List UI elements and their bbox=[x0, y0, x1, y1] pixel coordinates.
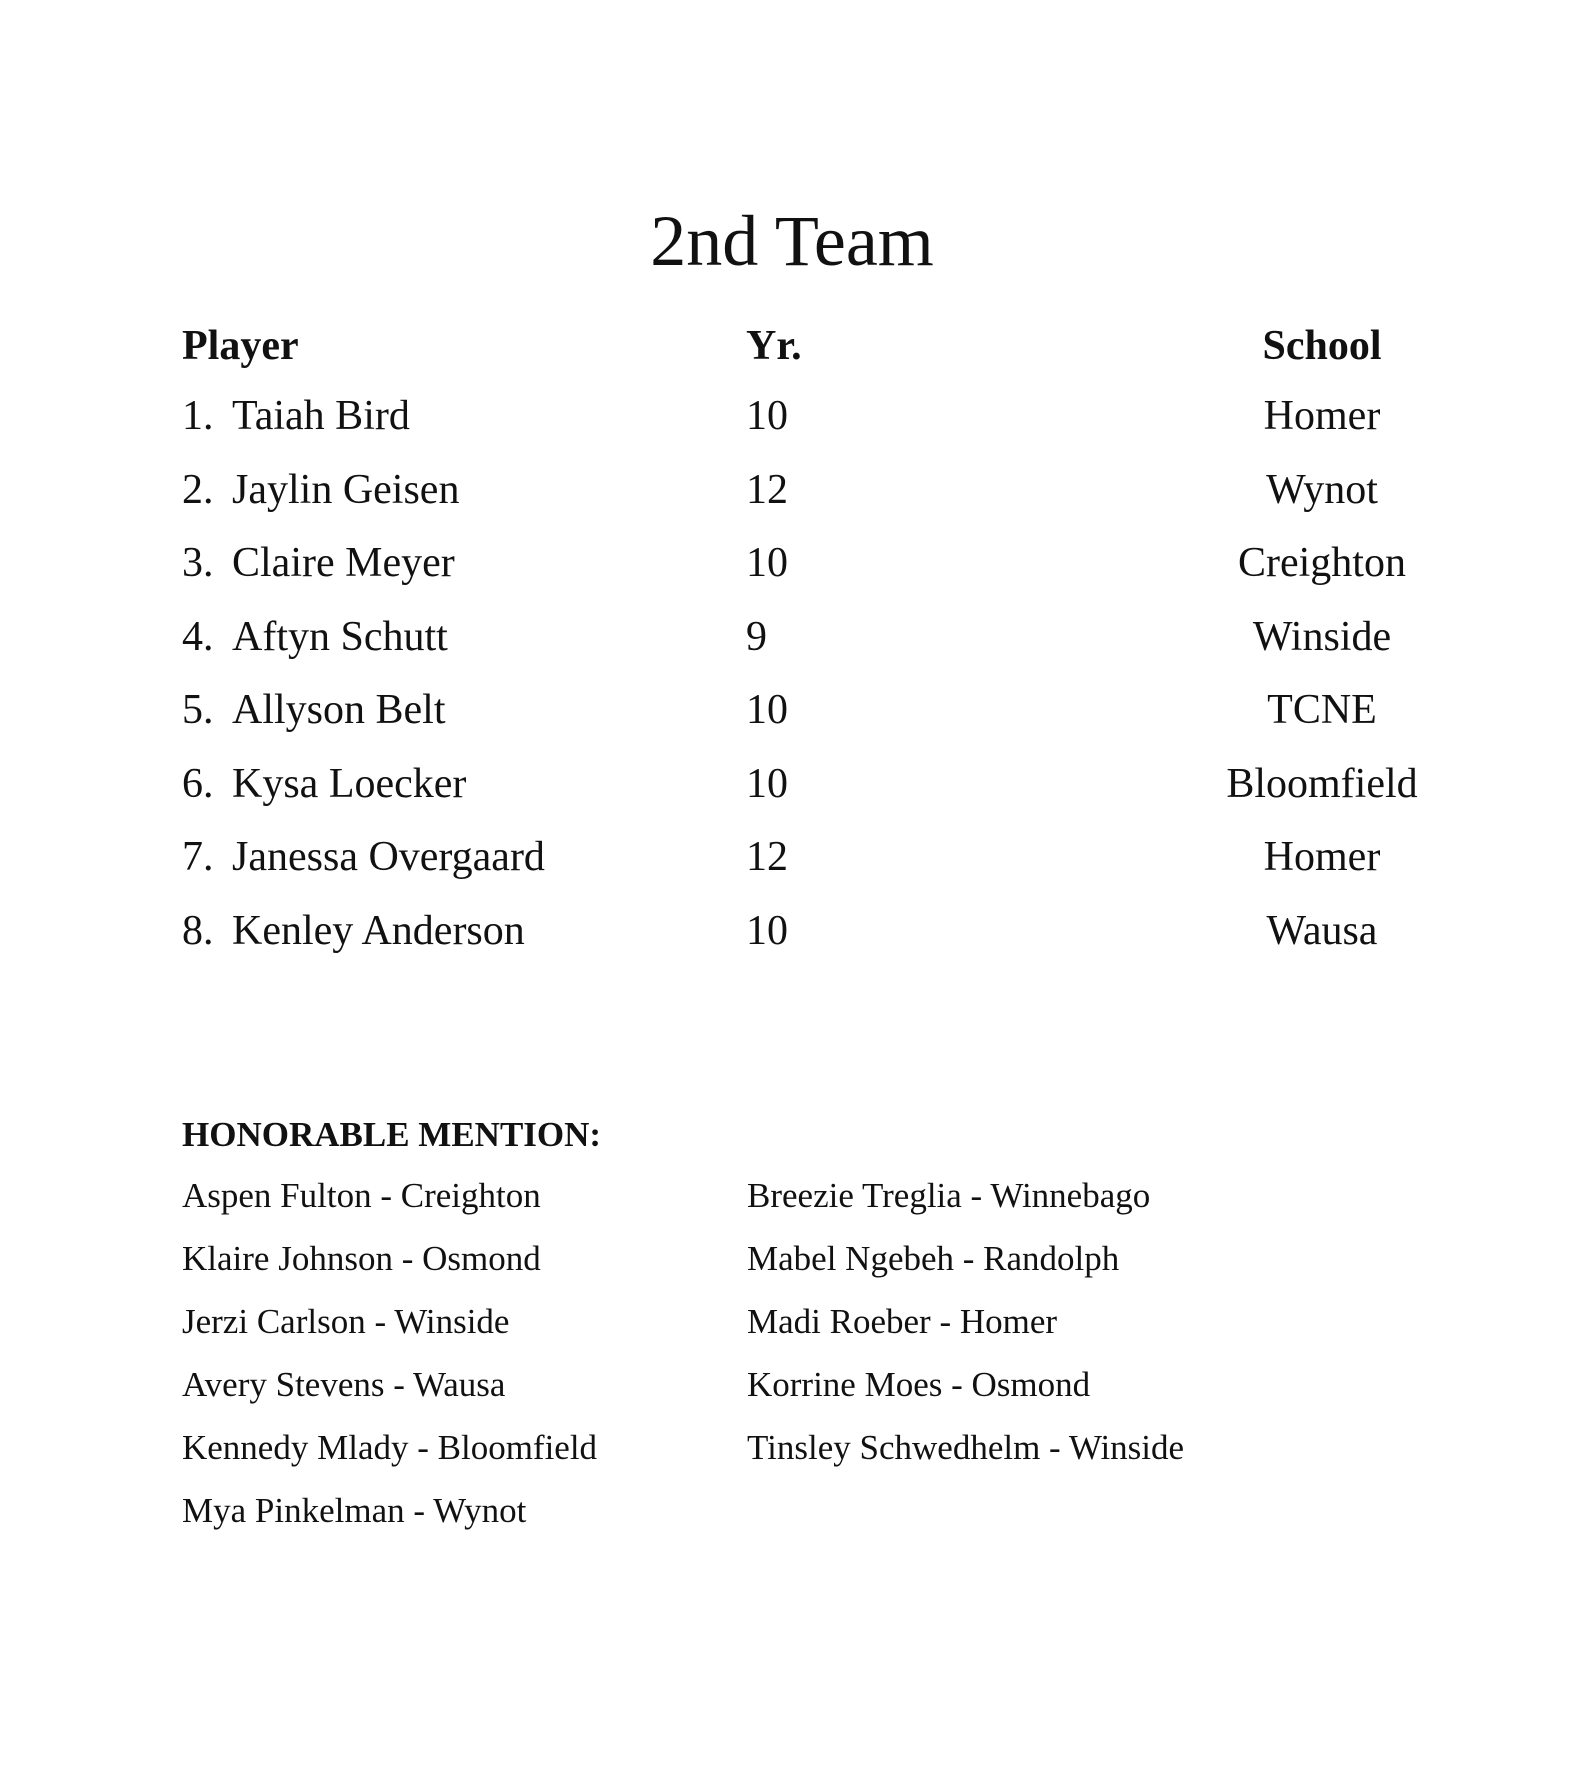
player-cell bbox=[182, 760, 467, 807]
school-cell: TCNE bbox=[1267, 687, 1377, 733]
list-item: Korrine Moes - Osmond bbox=[747, 1365, 1091, 1404]
table-row bbox=[182, 395, 1422, 469]
rank-number: 2. bbox=[182, 466, 214, 513]
honorable-mention-list-left bbox=[182, 1178, 597, 1556]
table-row bbox=[182, 907, 1422, 984]
school-cell: Homer bbox=[1263, 393, 1381, 439]
player-name: Kysa Loecker bbox=[232, 760, 467, 807]
header-yr: Yr. bbox=[746, 323, 802, 369]
player-cell bbox=[182, 836, 545, 878]
school-cell: Bloomfield bbox=[1226, 760, 1418, 807]
school-cell: Creighton bbox=[1238, 540, 1406, 586]
school-cell: Homer bbox=[1263, 834, 1381, 880]
year-cell: 10 bbox=[746, 687, 788, 733]
table-row bbox=[182, 760, 1422, 837]
player-name: Claire Meyer bbox=[232, 540, 455, 586]
year-cell: 12 bbox=[746, 834, 788, 880]
year-cell: 10 bbox=[746, 393, 788, 439]
rank-number: 3. bbox=[182, 540, 214, 586]
year-cell: 9 bbox=[746, 613, 767, 660]
school-cell: Wynot bbox=[1266, 466, 1378, 513]
player-cell bbox=[182, 689, 446, 731]
table-row bbox=[182, 542, 1422, 616]
list-item: Madi Roeber - Homer bbox=[747, 1302, 1058, 1341]
list-item: Mabel Ngebeh - Randolph bbox=[747, 1239, 1120, 1278]
list-item: Jerzi Carlson - Winside bbox=[182, 1302, 510, 1341]
header-school: School bbox=[1262, 323, 1382, 369]
rank-number: 7. bbox=[182, 834, 214, 880]
table-row bbox=[182, 689, 1422, 763]
player-name: Allyson Belt bbox=[232, 687, 446, 733]
player-cell bbox=[182, 466, 460, 513]
list-item: Mya Pinkelman - Wynot bbox=[182, 1491, 527, 1530]
player-cell bbox=[182, 395, 410, 437]
list-item: Avery Stevens - Wausa bbox=[182, 1365, 506, 1404]
table-row bbox=[182, 836, 1422, 910]
year-cell: 12 bbox=[746, 466, 788, 513]
list-item: Tinsley Schwedhelm - Winside bbox=[747, 1428, 1185, 1467]
table-row bbox=[182, 613, 1422, 690]
year-cell: 10 bbox=[746, 760, 788, 807]
table-header-row bbox=[182, 325, 1422, 395]
rank-number: 6. bbox=[182, 760, 214, 807]
year-cell: 10 bbox=[746, 540, 788, 586]
rank-number: 1. bbox=[182, 393, 214, 439]
list-item: Breezie Treglia - Winnebago bbox=[747, 1176, 1151, 1215]
school-cell: Winside bbox=[1252, 613, 1392, 660]
player-name: Janessa Overgaard bbox=[232, 834, 545, 880]
year-cell: 10 bbox=[746, 907, 788, 954]
rank-number: 5. bbox=[182, 687, 214, 733]
honorable-mention-heading: HONORABLE MENTION: bbox=[182, 1115, 602, 1154]
player-cell bbox=[182, 907, 525, 954]
list-item: Aspen Fulton - Creighton bbox=[182, 1176, 541, 1215]
team-table bbox=[182, 325, 1422, 983]
player-name: Jaylin Geisen bbox=[232, 466, 460, 513]
rank-number: 4. bbox=[182, 613, 214, 660]
list-item: Kennedy Mlady - Bloomfield bbox=[182, 1428, 598, 1467]
player-name: Kenley Anderson bbox=[232, 907, 525, 954]
player-name: Taiah Bird bbox=[232, 393, 410, 439]
honorable-mention-list-right bbox=[747, 1178, 1184, 1493]
rank-number: 8. bbox=[182, 907, 214, 954]
page-title: 2nd Team bbox=[650, 201, 934, 281]
player-cell bbox=[182, 613, 448, 660]
header-player: Player bbox=[182, 323, 299, 369]
player-name: Aftyn Schutt bbox=[232, 613, 448, 660]
player-cell bbox=[182, 542, 455, 584]
list-item: Klaire Johnson - Osmond bbox=[182, 1239, 541, 1278]
table-row bbox=[182, 466, 1422, 543]
school-cell: Wausa bbox=[1266, 907, 1378, 954]
